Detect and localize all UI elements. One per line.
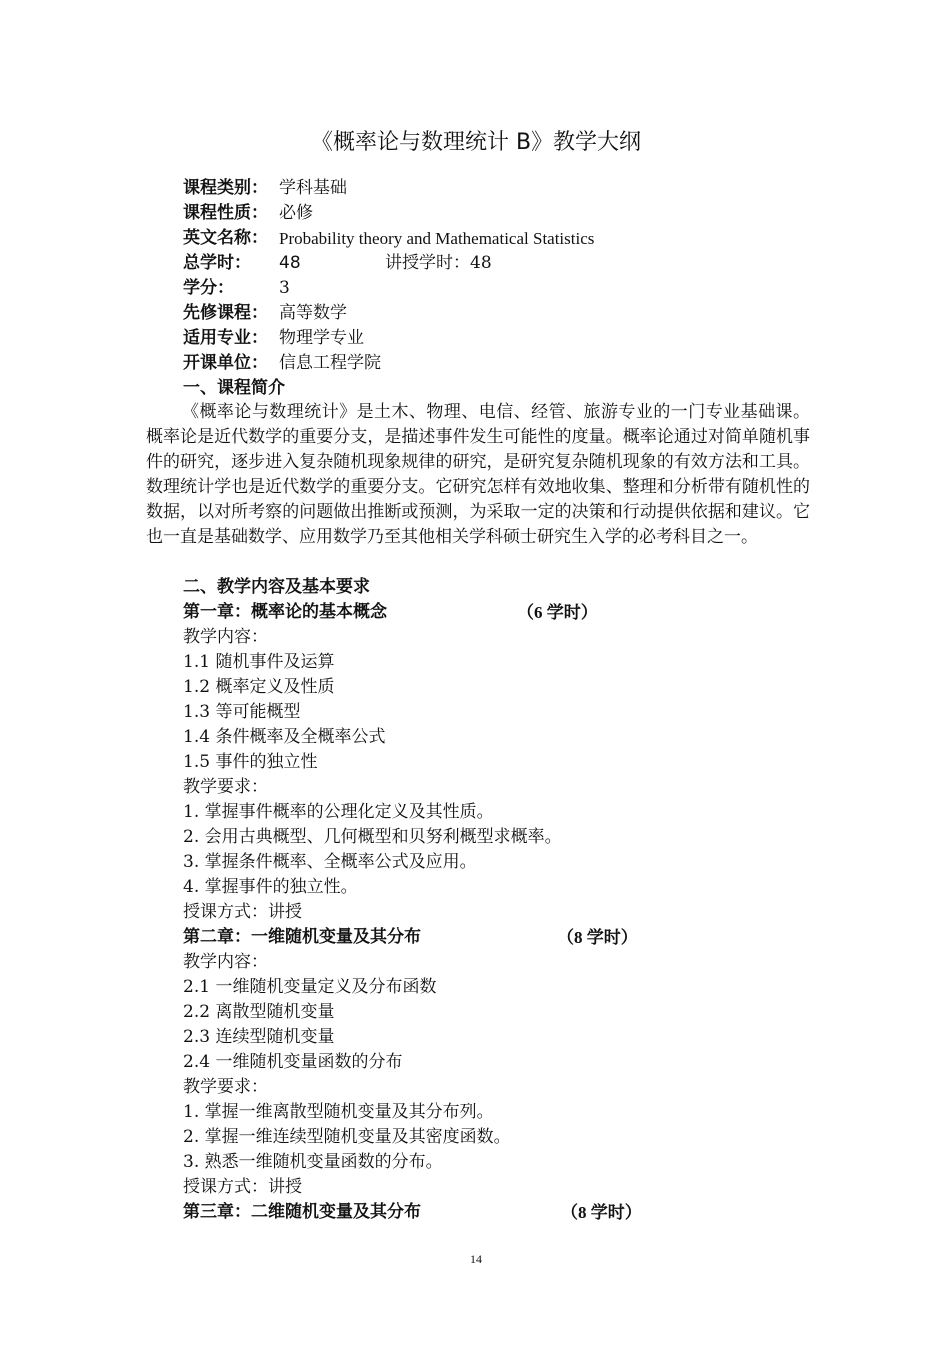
chapter1-heading xyxy=(183,600,598,625)
course-intro-paragraph: 《概率论与数理统计》是土木、物理、电信、经管、旅游专业的一门专业基础课。概率论是近代数学的重要分支，是描述事件发生可能性的度量。概率论通过对简单随机事件的研究，逐步进入复杂随机现象规律的研究，是研究复杂随机现象的有效方法和工具。数理统计学也是近代数学的重要分支。它研究怎样有效地收集、整理和分析带有随机性的数据，以对所考察的问题做出推断或预测，为采取一定的决策和行动提供依据和建议。它也一直是基础数学、应用数学乃至其他相关学科硕士研究生入学的必考科目之一。 xyxy=(146,402,810,547)
meta-unit-label: 开课单位： xyxy=(183,353,268,373)
section-intro-heading: 一、课程简介 xyxy=(183,378,285,398)
meta-credits-label: 学分： xyxy=(183,278,234,298)
section-content-heading: 二、教学内容及基本要求 xyxy=(183,577,370,597)
meta-english-name xyxy=(183,226,595,251)
meta-total-hours xyxy=(183,251,492,276)
chapter1-content-item: 1.5 事件的独立性 xyxy=(183,752,318,772)
chapter1-teaching-method: 授课方式：讲授 xyxy=(183,902,302,922)
meta-credits xyxy=(183,276,290,301)
chapter3-heading xyxy=(183,1200,642,1225)
page-number: 14 xyxy=(470,1252,482,1266)
chapter2-hours: （8 学时） xyxy=(557,928,638,947)
chapter1-requirement-item: 3. 掌握条件概率、全概率公式及应用。 xyxy=(183,852,477,872)
meta-nature-label: 课程性质： xyxy=(183,203,268,223)
chapter2-requirement-item: 3. 熟悉一维随机变量函数的分布。 xyxy=(183,1152,443,1172)
meta-credits-value: 3 xyxy=(279,278,290,298)
chapter3-hours: （8 学时） xyxy=(561,1203,642,1222)
chapter1-title: 第一章：概率论的基本概念 xyxy=(183,602,387,622)
meta-major xyxy=(183,326,364,351)
meta-category-value: 学科基础 xyxy=(279,178,347,198)
chapter2-content-label: 教学内容： xyxy=(183,952,268,972)
chapter2-requirements-label: 教学要求： xyxy=(183,1077,268,1097)
meta-prerequisite-value: 高等数学 xyxy=(279,303,347,323)
chapter1-requirement-item: 4. 掌握事件的独立性。 xyxy=(183,877,358,897)
chapter2-teaching-method: 授课方式：讲授 xyxy=(183,1177,302,1197)
meta-total-hours-value: 48 xyxy=(279,253,301,273)
meta-prerequisite xyxy=(183,301,347,326)
chapter1-content-item: 1.1 随机事件及运算 xyxy=(183,652,335,672)
chapter2-content-item: 2.3 连续型随机变量 xyxy=(183,1027,335,1047)
chapter2-content-item: 2.2 离散型随机变量 xyxy=(183,1002,335,1022)
meta-category-label: 课程类别： xyxy=(183,178,268,198)
chapter2-content-item: 2.1 一维随机变量定义及分布函数 xyxy=(183,977,437,997)
chapter1-content-item: 1.4 条件概率及全概率公式 xyxy=(183,727,386,747)
meta-english-name-value: Probability theory and Mathematical Statistics xyxy=(279,229,595,248)
meta-major-value: 物理学专业 xyxy=(279,328,364,348)
meta-prerequisite-label: 先修课程： xyxy=(183,303,268,323)
chapter1-requirements-label: 教学要求： xyxy=(183,777,268,797)
meta-unit xyxy=(183,351,381,376)
meta-category xyxy=(183,176,347,201)
chapter2-heading xyxy=(183,925,638,950)
chapter1-content-item: 1.2 概率定义及性质 xyxy=(183,677,335,697)
meta-nature-value: 必修 xyxy=(279,203,313,223)
chapter2-requirement-item: 1. 掌握一维离散型随机变量及其分布列。 xyxy=(183,1102,494,1122)
chapter1-content-label: 教学内容： xyxy=(183,627,268,647)
chapter2-content-item: 2.4 一维随机变量函数的分布 xyxy=(183,1052,403,1072)
meta-nature xyxy=(183,201,313,226)
chapter1-content-item: 1.3 等可能概型 xyxy=(183,702,301,722)
chapter2-requirement-item: 2. 掌握一维连续型随机变量及其密度函数。 xyxy=(183,1127,511,1147)
meta-lecture-hours: 讲授学时：48 xyxy=(385,253,492,273)
chapter1-hours: （6 学时） xyxy=(517,603,598,622)
meta-total-hours-label: 总学时： xyxy=(183,253,251,273)
meta-major-label: 适用专业： xyxy=(183,328,268,348)
document-title: 《概率论与数理统计 B》教学大纲 xyxy=(310,130,642,155)
meta-english-name-label: 英文名称： xyxy=(183,228,268,248)
chapter3-title: 第三章：二维随机变量及其分布 xyxy=(183,1202,421,1222)
chapter1-requirement-item: 1. 掌握事件概率的公理化定义及其性质。 xyxy=(183,802,494,822)
meta-unit-value: 信息工程学院 xyxy=(279,353,381,373)
chapter1-requirement-item: 2. 会用古典概型、几何概型和贝努利概型求概率。 xyxy=(183,827,562,847)
chapter2-title: 第二章：一维随机变量及其分布 xyxy=(183,927,421,947)
